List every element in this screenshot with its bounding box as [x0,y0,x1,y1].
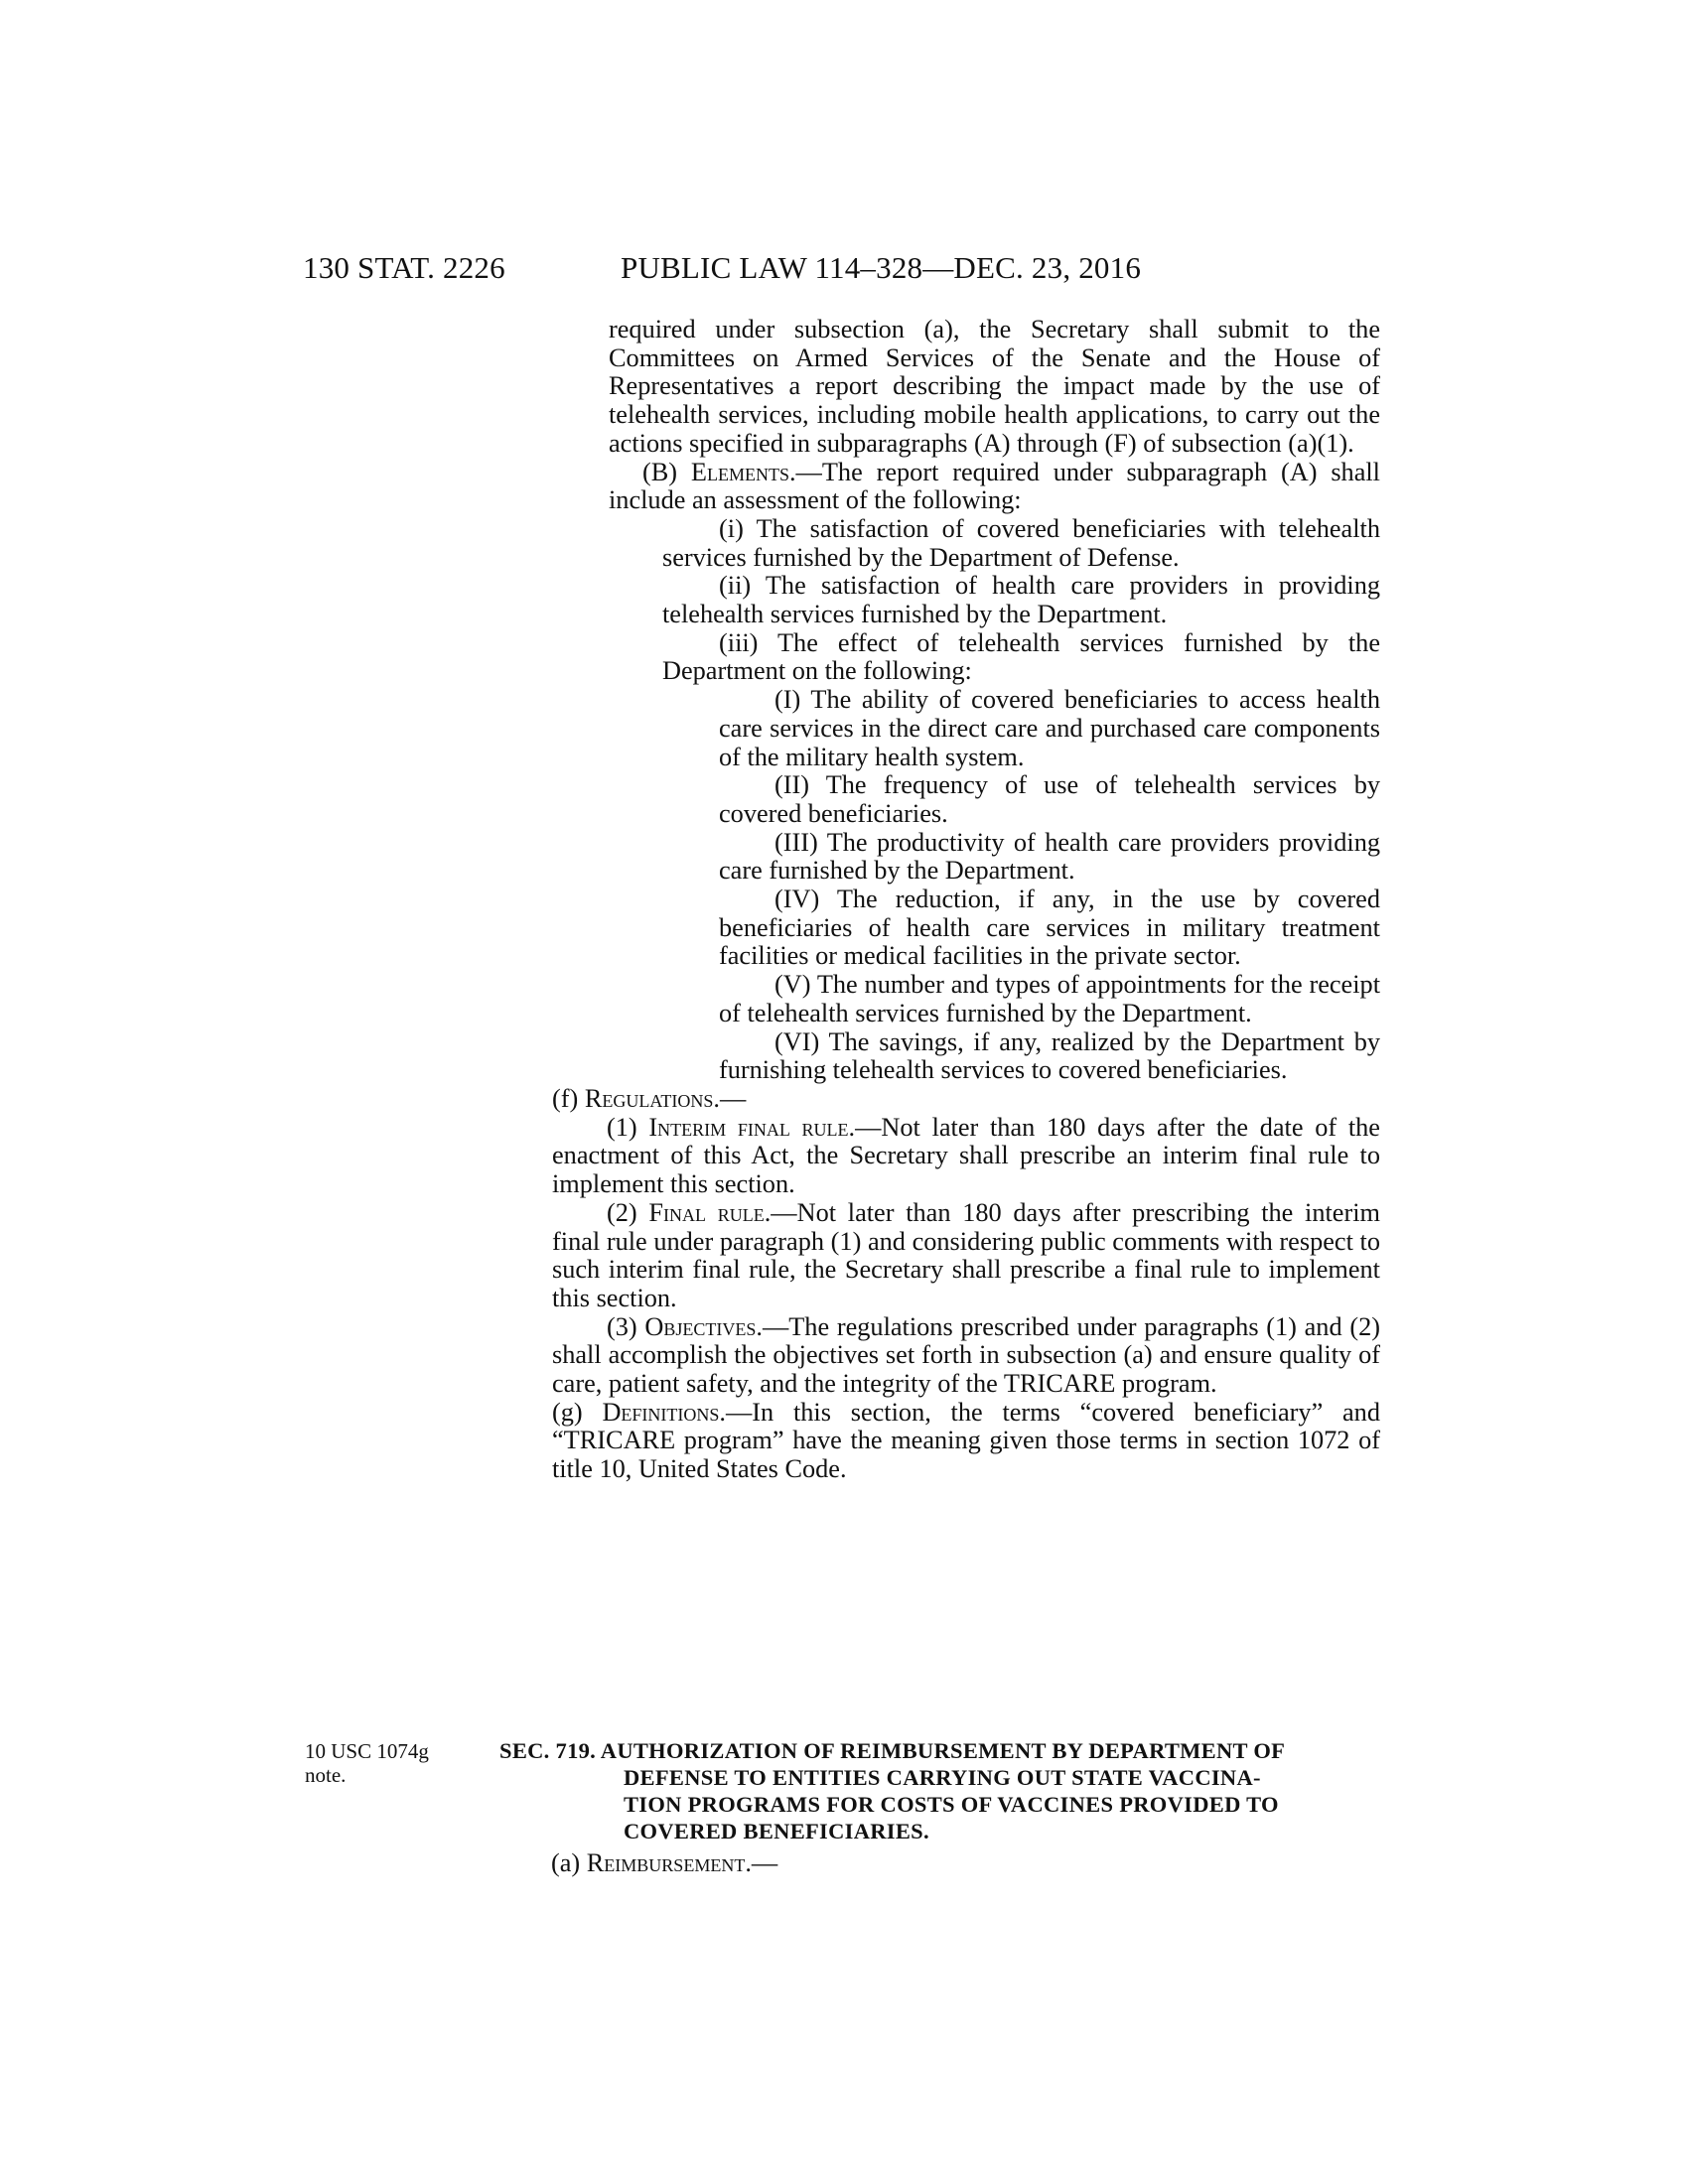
paragraph-f2-lead: (2) [607,1197,649,1227]
paragraph-f1-heading: Interim final rule [648,1112,849,1142]
paragraph-f3-text: .—The regulations prescribed under paragraphs (1) and (2) shall accomplish the objectives set forth in subsection (a) and ensure quality of care, patient safety, and the integrity of the TRICARE program. [552,1311,1380,1399]
subclause-IV: (IV) The reduction, if any, in the use by covered beneficiaries of health care services in military treatment facilities or medical facilities in the private sector. [719,885,1380,971]
paragraph-f3 [552,1313,1380,1399]
subsection-f-lead: (f) [552,1083,585,1113]
section-heading-line: DEFENSE TO ENTITIES CARRYING OUT STATE VACCINA- [624,1765,1261,1790]
paragraph-B-lead: (B) [642,457,691,486]
page-title: PUBLIC LAW 114–328—DEC. 23, 2016 [621,250,1142,285]
subclause-V: (V) The number and types of appointments for the receipt of telehealth services furnished by the Department. [719,970,1380,1027]
paragraph-B [609,459,1380,515]
subclause-I: (I) The ability of covered beneficiaries to access health care services in the direct care and purchased care components of the military health system. [719,685,1380,771]
paragraph-B-heading: Elements [690,457,789,486]
paragraph-B-text: .—The report required under subparagraph (A) shall include an assessment of the following: [609,457,1380,515]
section-heading-line: COVERED BENEFICIARIES. [624,1819,929,1843]
paragraph-f1-lead: (1) [607,1112,649,1142]
paragraph-f2-text: .—Not later than 180 days after prescribing the interim final rule under paragraph (1) and considering public comments with respect to such interim final rule, the Secretary shall prescribe a final rule to implement this section. [552,1197,1380,1312]
margin-note-label: note. [305,1763,347,1787]
subsection-g-lead: (g) [552,1397,603,1427]
subsection-g [552,1399,1380,1484]
margin-note-citation: 10 USC 1074g [305,1739,429,1763]
paragraph-continuation: required under subsection (a), the Secretary shall submit to the Committees on Armed Services of the Senate and the House of Representatives a report describing the impact made by the use of telehealth services, including mobile health applications, to carry out the actions specified in subparagraphs (A) through (F) of subsection (a)(1). [609,315,1380,458]
body-text [552,316,1380,1484]
section-heading [499,1737,1381,1844]
section-heading-line: TION PROGRAMS FOR COSTS OF VACCINES PROVIDED TO [624,1792,1279,1817]
subsection-a-dash: .— [745,1848,778,1877]
subsection-f [552,1085,1380,1114]
subsection-g-text: .—In this section, the terms “covered beneficiary” and “TRICARE program” have the meaning given those terms in section 1072 of title 10, United States Code. [552,1397,1380,1484]
subclause-II: (II) The frequency of use of telehealth services by covered beneficiaries. [719,770,1380,828]
subsection-a-lead: (a) [551,1848,587,1877]
paragraph-f2 [552,1199,1380,1313]
clause-ii: (ii) The satisfaction of health care providers in providing telehealth services furnished by the Department. [662,571,1380,629]
clause-iii: (iii) The effect of telehealth services furnished by the Department on the following: [662,627,1380,686]
subsection-g-heading: Definitions [602,1397,720,1427]
subsection-f-dash: .— [713,1083,747,1113]
subsection-a-heading: Reimbursement [586,1848,746,1877]
section-heading-line: SEC. 719. AUTHORIZATION OF REIMBURSEMENT BY DEPARTMENT OF [499,1738,1286,1763]
subclause-VI: (VI) The savings, if any, realized by the Department by furnishing telehealth services to covered beneficiaries. [719,1026,1380,1085]
stat-page-number: 130 STAT. 2226 [303,250,505,285]
subsection-a [551,1848,777,1878]
clause-i: (i) The satisfaction of covered beneficiaries with telehealth services furnished by the Department of Defense. [662,513,1380,572]
paragraph-f1-text: .—Not later than 180 days after the date of the enactment of this Act, the Secretary shall prescribe an interim final rule to implement this section. [552,1112,1380,1199]
subclause-III: (III) The productivity of health care providers providing care furnished by the Department. [719,827,1380,886]
paragraph-f3-lead: (3) [607,1311,645,1341]
paragraph-f3-heading: Objectives [644,1311,757,1341]
paragraph-f2-heading: Final rule [648,1197,765,1227]
paragraph-f1 [552,1114,1380,1199]
subsection-f-heading: Regulations [584,1083,714,1113]
margin-note [305,1739,454,1787]
